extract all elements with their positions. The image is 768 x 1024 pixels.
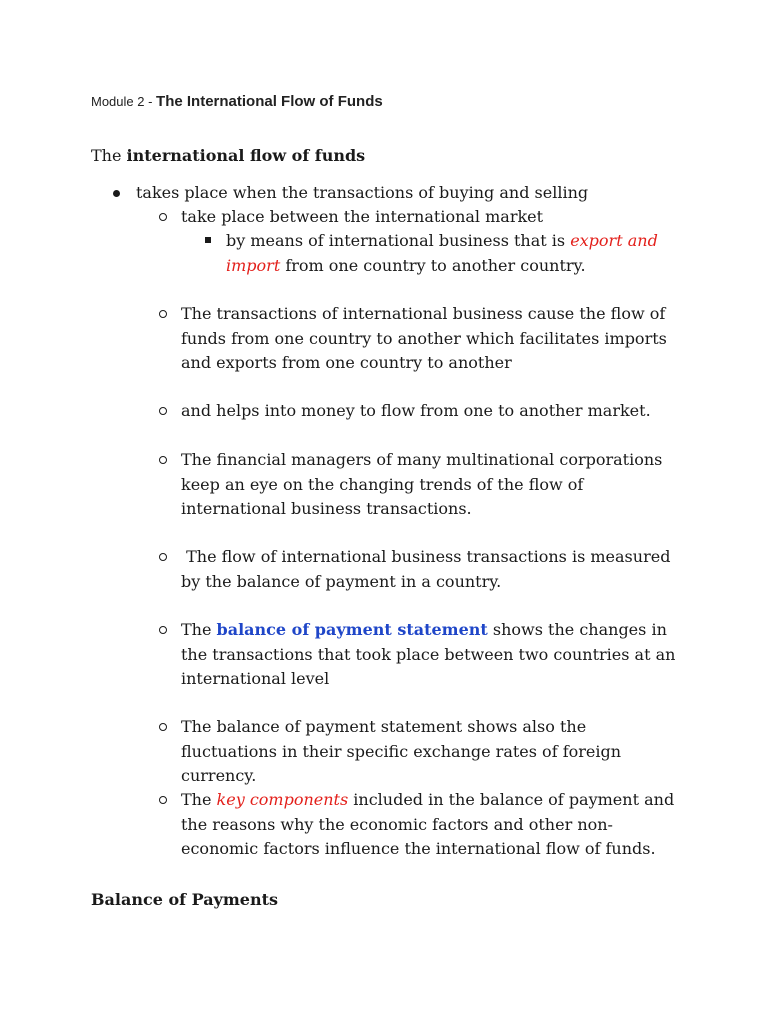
section-title-bold: international flow of funds (126, 146, 366, 165)
section-title-prefix: The (91, 146, 127, 165)
sub-text-1: take place between the international market (181, 207, 544, 226)
sub-text-8-after: included in the balance of payment and the reasons why the economic factors and other non-economic factors influence the international flow of funds. (181, 790, 675, 858)
sub-item-8 (181, 788, 681, 862)
sub-item-6 (181, 618, 681, 692)
sub-text-8-before: The (181, 790, 217, 809)
sub-text-6-after: shows the changes in the transactions that took place between two countries at an international level (181, 620, 676, 688)
sub-text-3: and helps into money to flow from one to another market. (181, 401, 651, 420)
sub-item-3 (181, 399, 681, 424)
bullet-square-icon (205, 237, 211, 243)
sub-highlight-key-components: key components (216, 790, 349, 809)
bullet-circle-icon (159, 796, 167, 804)
sub-text-2: The transactions of international business cause the flow of funds from one country to another which facilitates imports and exports from one country to another (181, 304, 667, 372)
sub-item-1 (181, 205, 681, 230)
section-title (91, 146, 365, 165)
bullet-text-1: takes place when the transactions of buying and selling (136, 183, 589, 202)
bullet-circle-icon (159, 310, 167, 318)
sub-text-5: The flow of international business transactions is measured by the balance of payment in a country. (181, 547, 676, 591)
bullet-circle-icon (159, 723, 167, 731)
subsub-text-before: by means of international business that is (226, 231, 571, 250)
sub-text-7: The balance of payment statement shows also the fluctuations in their specific exchange rates of foreign currency. (181, 717, 622, 785)
bullet-circle-icon (159, 456, 167, 464)
module-prefix: Module 2 - (91, 94, 157, 109)
sub-highlight-bop-statement: balance of payment statement (216, 620, 488, 639)
sub-item-5 (181, 545, 681, 594)
sub-item-7 (181, 715, 681, 789)
balance-of-payments-heading: Balance of Payments (91, 890, 278, 909)
subsub-highlight-export-import: export and import (226, 231, 658, 275)
subsub-text-after: from one country to another country. (280, 255, 586, 275)
module-title-text: The International Flow of Funds (156, 93, 383, 110)
sub-item-4 (181, 448, 681, 522)
sub-text-4: The financial managers of many multinational corporations keep an eye on the changing trends of the flow of international business transactions. (181, 450, 663, 518)
bullet-circle-icon (159, 626, 167, 634)
subsub-item-1 (226, 229, 666, 278)
bullet-circle-icon (159, 213, 167, 221)
sub-text-6-before: The (181, 620, 217, 639)
bullet-item-1 (136, 181, 696, 206)
bullet-disc-icon (113, 190, 120, 197)
module-title (91, 93, 383, 110)
sub-item-2 (181, 302, 681, 376)
bullet-circle-icon (159, 553, 167, 561)
bullet-circle-icon (159, 407, 167, 415)
